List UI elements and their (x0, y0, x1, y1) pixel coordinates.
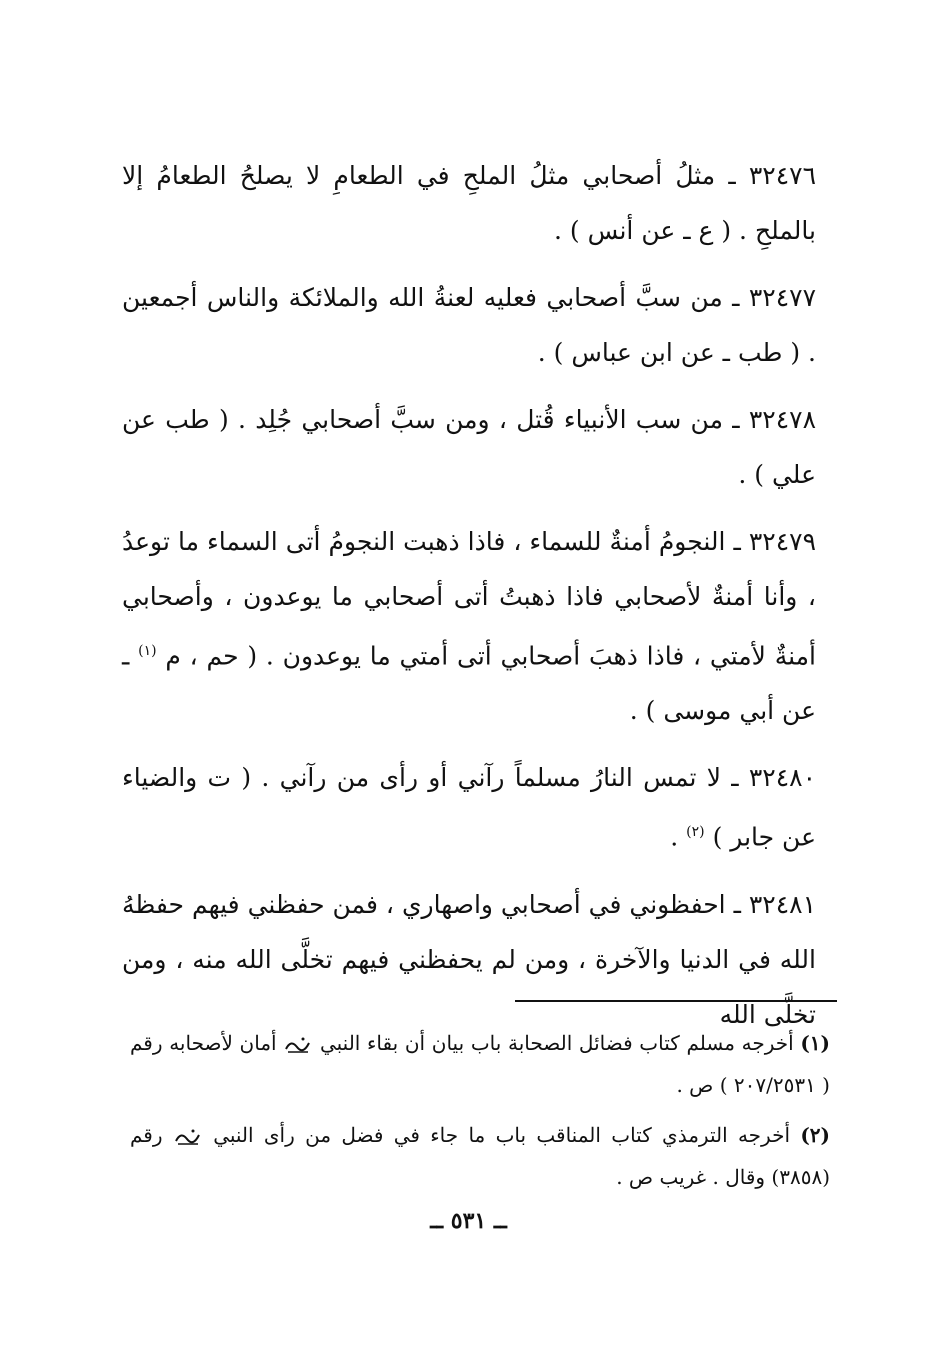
hadith-text: ٣٢٤٧٦ ـ مثلُ أصحابي مثلُ الملحِ في الطعامِ لا يصلحُ الطعامُ إلا بالملحِ . ( ع ـ عن أنس ) . (122, 161, 816, 245)
hadith-32481 (122, 877, 816, 1042)
page-number: ــ ٥٣١ ــ (430, 1208, 507, 1234)
footnote-divider (515, 1000, 837, 1002)
footnotes (130, 1022, 830, 1206)
footnote-ref-1: (١) (138, 643, 157, 659)
hadith-32476 (122, 148, 816, 258)
hadith-text: ٣٢٤٨٠ ـ لا تمس النارُ مسلماً رآني أو رأى من رآني . ( ت والضياء عن جابر ) (122, 763, 816, 852)
hadith-list (122, 148, 816, 1054)
hadith-32480 (122, 750, 816, 864)
footnote-text-cont: أمان لأصحابه رقم ( ٢٠٧/٢٥٣١ ) ص . (130, 1031, 830, 1097)
footnote-1 (130, 1022, 830, 1106)
hadith-32477 (122, 270, 816, 380)
footnote-number: (١) (800, 1031, 831, 1055)
hadith-text-tail: . (670, 822, 679, 852)
salawat-ligature-icon (283, 1035, 313, 1055)
hadith-text: ٣٢٤٧٧ ـ من سبَّ أصحابي فعليه لعنةُ الله والملائكة والناس أجمعين . ( طب ـ عن ابن عباس ) . (122, 283, 816, 367)
salawat-ligature-icon (173, 1127, 203, 1147)
hadith-text: ٣٢٤٧٨ ـ من سب الأنبياء قُتل ، ومن سبَّ أصحابي جُلِد . ( طب عن علي ) . (122, 405, 816, 489)
hadith-text: ٣٢٤٧٩ ـ النجومُ أمنةٌ للسماء ، فاذا ذهبت النجومُ أتى السماء ما توعدُ ، وأنا أمنةٌ لأصحابي فاذا ذهبتُ أتى أصحابي ما يوعدون ، وأصحابي أمنةٌ لأمتي ، فاذا ذهبَ أصحابي أتى أمتي ما يوعدون . ( حم ، م (122, 527, 816, 671)
footnote-ref-2: (٢) (686, 824, 705, 841)
footnote-2 (130, 1114, 830, 1198)
footnote-text: أخرجه مسلم كتاب فضائل الصحابة باب بيان أن بقاء النبي (319, 1031, 794, 1055)
hadith-32479 (122, 514, 816, 738)
hadith-text-tail: ـ عن أبي موسى ) . (122, 641, 816, 726)
hadith-32478 (122, 392, 816, 502)
footnote-number: (٢) (800, 1123, 831, 1147)
footnote-text-cont: رقم (٣٨٥٨) وقال . غريب ص . (130, 1123, 830, 1189)
hadith-text: ٣٢٤٨١ ـ احفظوني في أصحابي واصهاري ، فمن حفظني فيهم حفظهُ الله في الدنيا والآخرة ، ومن لم يحفظني فيهم تخلَّى الله منه ، ومن تخلَّى الله (122, 889, 816, 1029)
footnote-text: أخرجه الترمذي كتاب المناقب باب ما جاء في فضل من رأى النبي (213, 1123, 790, 1147)
